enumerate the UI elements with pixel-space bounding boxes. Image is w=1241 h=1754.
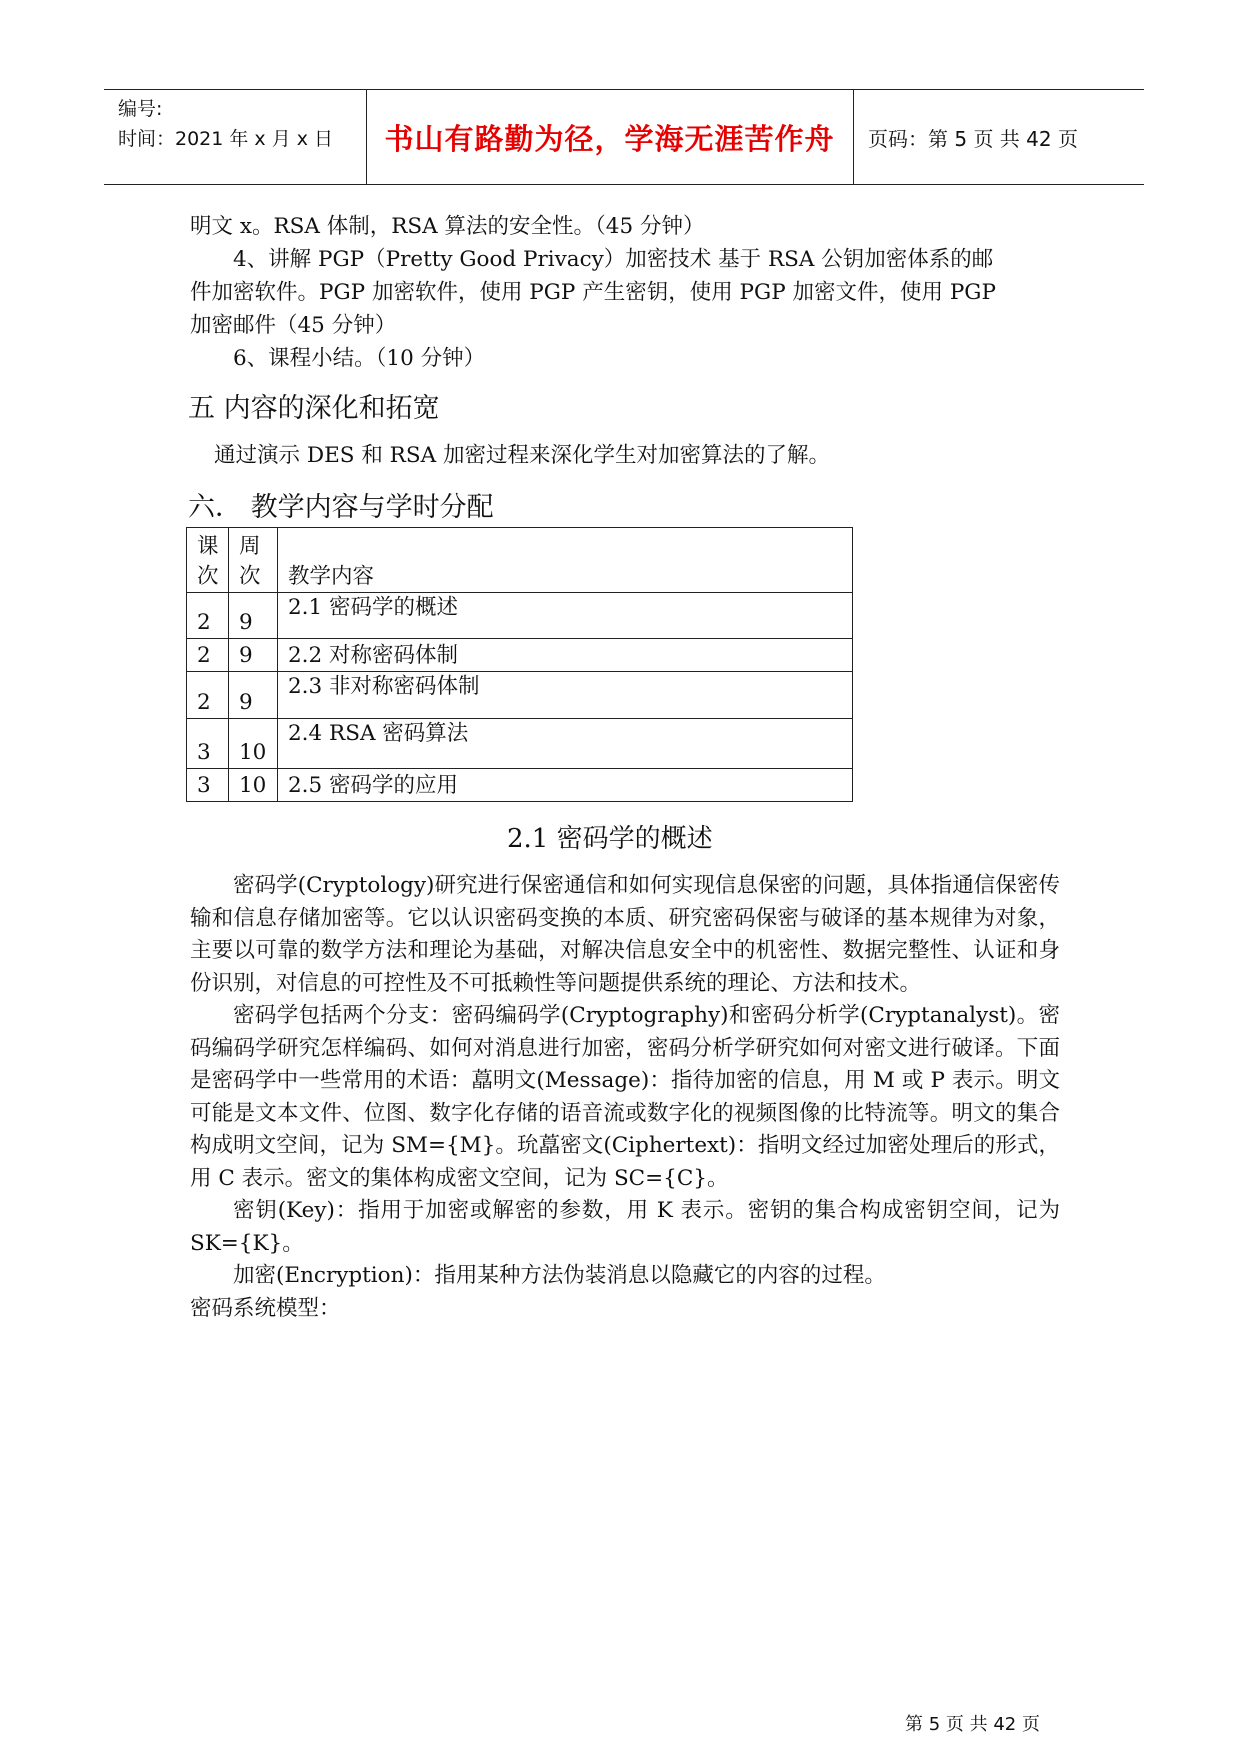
table-cell: 2.4 RSA 密码算法	[278, 719, 853, 769]
paragraph: 密钥(Key)：指用于加密或解密的参数，用 K 表示。密钥的集合构成密钥空间，记为 SK={K}。	[190, 1198, 1060, 1256]
paragraph: 密码学包括两个分支：密码编码学(Cryptography)和密码分析学(Cryptanalyst)。密码编码学研究怎样编码、如何对消息进行加密，密码分析学研究如何对密文进行破译。下面是密码学中一些常用的术语：藠明文(Message)：指待加密的信息，用 M 或 P 表示。明文可能是文本文件、位图、数字化存储的语音流或数字化的视频图像的比特流等。明文的集合构成明文空间，记为 SM={M}。玧藠密文(Ciphertext)：指明文经过加密处理后的形式，用 C 表示。密文的集体构成密文空间，记为 SC={C}。	[190, 1003, 1060, 1191]
table-cell: 2.2 对称密码体制	[278, 639, 853, 672]
section-heading: 六． 教学内容与学时分配	[188, 492, 494, 523]
text-line: 6、课程小结。（10 分钟）	[233, 346, 486, 371]
table-row	[187, 639, 853, 672]
table-header-cell: 教学内容	[278, 528, 853, 593]
table-header-cell: 周 次	[229, 528, 278, 593]
section-text: 通过演示 DES 和 RSA 加密过程来深化学生对加密算法的了解。	[214, 443, 830, 468]
paragraph: 加密(Encryption)：指用某种方法伪装消息以隐藏它的内容的过程。	[233, 1263, 886, 1288]
page-footer: 第 5 页 共 42 页	[905, 1714, 1040, 1735]
table-cell: 10	[229, 769, 278, 802]
page-header	[104, 89, 1144, 185]
header-page-number: 页码：第 5 页 共 42 页	[868, 126, 1078, 151]
table-cell: 2	[187, 593, 229, 639]
paragraph: 密码学(Cryptology)研究进行保密通信和如何实现信息保密的问题，具体指通信保密传输和信息存储加密等。它以认识密码变换的本质、研究密码保密与破译的基本规律为对象，主要以可靠的数学方法和理论为基础，对解决信息安全中的机密性、数据完整性、认证和身份识别，对信息的可控性及不可抵赖性等问题提供系统的理论、方法和技术。	[190, 873, 1060, 996]
text-line: 4、讲解 PGP（Pretty Good Privacy）加密技术 基于 RSA 公钥加密体系的邮	[233, 247, 994, 272]
table-cell: 2	[187, 672, 229, 719]
header-motto: 书山有路勤为径，学海无涯苦作舟	[384, 121, 835, 156]
table-cell: 2.1 密码学的概述	[278, 593, 853, 639]
table-cell: 3	[187, 769, 229, 802]
table-cell: 9	[229, 593, 278, 639]
table-header-cell: 课 次	[187, 528, 229, 593]
section-title: 2.1 密码学的概述	[507, 824, 713, 854]
text-line: 明文 x。RSA 体制，RSA 算法的安全性。（45 分钟）	[190, 214, 705, 239]
table-cell: 9	[229, 672, 278, 719]
table-cell: 10	[229, 719, 278, 769]
table-cell: 2.3 非对称密码体制	[278, 672, 853, 719]
header-divider	[853, 90, 854, 184]
table-row	[187, 769, 853, 802]
table-header-row	[187, 528, 853, 593]
table-cell: 9	[229, 639, 278, 672]
table-cell: 3	[187, 719, 229, 769]
paragraph: 密码系统模型：	[190, 1295, 341, 1321]
doc-time-label: 时间：2021 年 x 月 x 日	[118, 128, 334, 150]
text-line: 件加密软件。PGP 加密软件，使用 PGP 产生密钥，使用 PGP 加密文件，使用 PGP	[190, 280, 996, 305]
schedule-table	[186, 527, 853, 802]
body-text	[190, 870, 1060, 1325]
header-meta	[118, 94, 333, 154]
table-row	[187, 672, 853, 719]
table-row	[187, 719, 853, 769]
table-cell: 2.5 密码学的应用	[278, 769, 853, 802]
table-row	[187, 593, 853, 639]
table-cell: 2	[187, 639, 229, 672]
text-line: 加密邮件（45 分钟）	[190, 313, 397, 338]
section-heading: 五 内容的深化和拓宽	[188, 393, 440, 424]
doc-number-label: 编号:	[118, 98, 163, 120]
